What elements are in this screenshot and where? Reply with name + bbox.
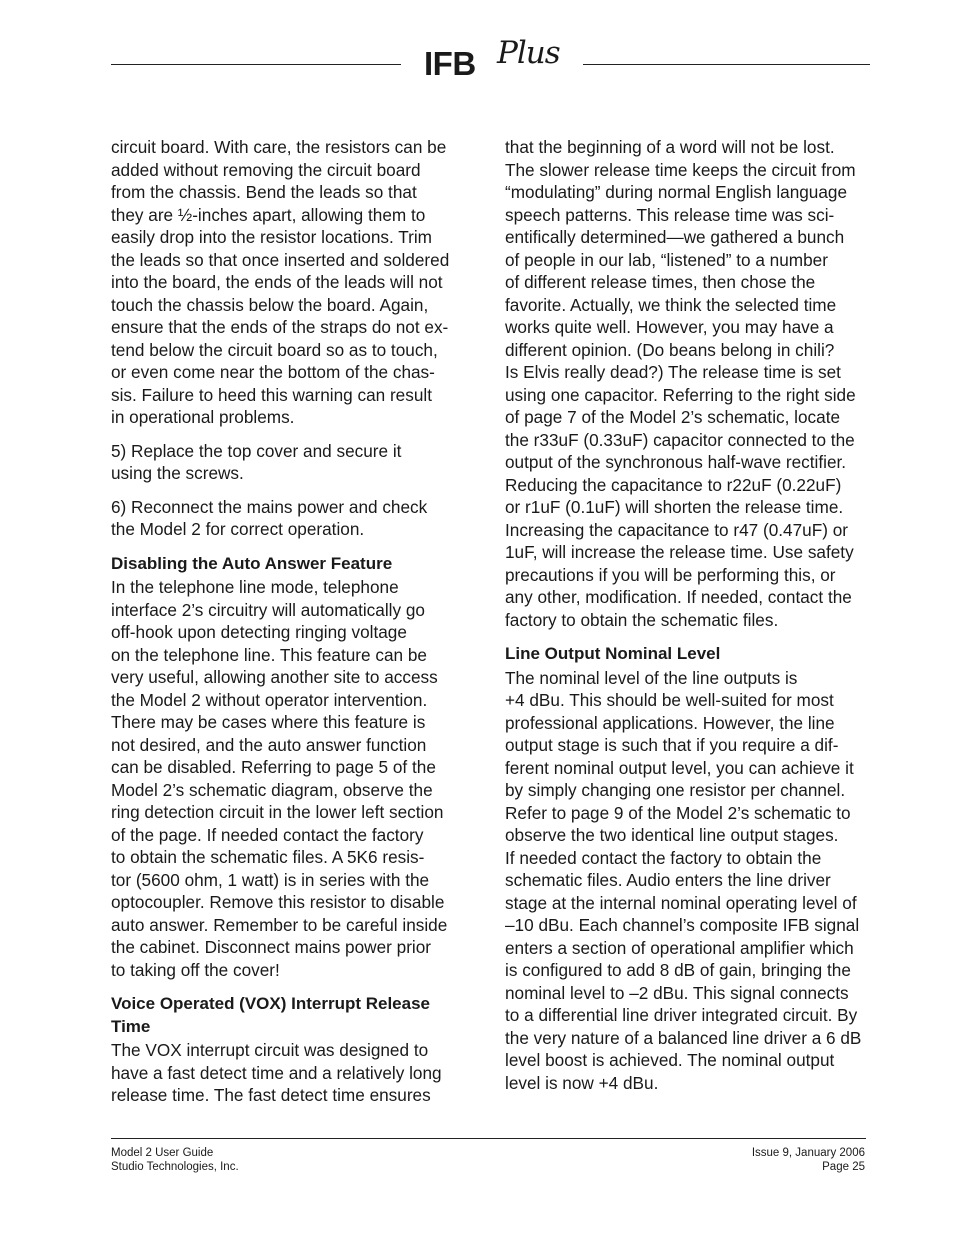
- footer-page-number: Page 25: [822, 1161, 865, 1173]
- footer-company: Studio Technologies, Inc.: [111, 1161, 239, 1173]
- text-line: ensure that the ends of the straps do not ex-: [111, 317, 449, 337]
- header-rule-left: [111, 64, 401, 65]
- text-line: enters a section of operational amplifier which: [505, 937, 854, 958]
- line-output-paragraph: [505, 667, 890, 1095]
- text-line: favorite. Actually, we think the selected time: [505, 294, 837, 315]
- text-line: the leads so that once inserted and soldered: [111, 249, 450, 270]
- text-line: auto answer. Remember to be careful inside: [111, 914, 448, 935]
- footer-rule: [111, 1138, 866, 1139]
- step-5-paragraph: [111, 440, 477, 485]
- text-line: +4 dBu. This should be well-suited for most: [505, 690, 834, 710]
- text-line: in operational problems.: [111, 407, 295, 427]
- footer-guide-title: Model 2 User Guide: [111, 1147, 214, 1159]
- text-line: off-hook upon detecting ringing voltage: [111, 622, 407, 642]
- heading-auto-answer: Disabling the Auto Answer Feature: [111, 553, 393, 573]
- text-line: There may be cases where this feature is: [111, 712, 426, 732]
- text-line: –10 dBu. Each channel’s composite IFB signal: [505, 915, 860, 935]
- text-line: tend below the circuit board so as to touch,: [111, 339, 438, 360]
- text-line: The slower release time keeps the circuit from: [505, 159, 856, 180]
- text-line: The VOX interrupt circuit was designed to: [111, 1040, 429, 1060]
- text-line: level is now +4 dBu.: [505, 1072, 659, 1093]
- text-line: 1uF, will increase the release time. Use safety: [505, 542, 854, 562]
- text-line: Increasing the capacitance to r47 (0.47uF) or: [505, 519, 848, 540]
- text-line: “modulating” during normal English language: [505, 182, 848, 202]
- ifb-plus-logo: [424, 35, 566, 86]
- text-line: touch the chassis below the board. Again,: [111, 294, 429, 315]
- text-line: stage at the internal nominal operating level of: [505, 892, 857, 913]
- text-line: to taking off the cover!: [111, 959, 280, 980]
- text-line: by simply changing one resistor per channel.: [505, 780, 846, 800]
- text-line: ferent nominal output level, you can achieve it: [505, 757, 854, 778]
- text-line: circuit board. With care, the resistors can be: [111, 137, 447, 157]
- step-6-paragraph: [111, 496, 477, 541]
- text-line: the Model 2 without operator intervention.: [111, 689, 428, 710]
- text-line: the cabinet. Disconnect mains power prior: [111, 937, 432, 957]
- text-line: of people in our lab, “listened” to a number: [505, 249, 828, 270]
- text-line: optocoupler. Remove this resistor to disable: [111, 892, 445, 912]
- text-line: The nominal level of the line outputs is: [505, 667, 798, 688]
- text-line: observe the two identical line output stages.: [505, 825, 839, 845]
- text-line: works quite well. However, you may have a: [505, 317, 834, 337]
- text-line: different opinion. (Do beans belong in chili?: [505, 339, 835, 360]
- text-line: speech patterns. This release time was sci-: [505, 204, 835, 225]
- heading-line: Voice Operated (VOX) Interrupt Release: [111, 994, 430, 1013]
- text-line: or r1uF (0.1uF) will shorten the release time.: [505, 497, 844, 517]
- text-line: the Model 2 for correct operation.: [111, 519, 365, 539]
- text-line: that the beginning of a word will not be lost.: [505, 137, 835, 157]
- text-line: the very nature of a balanced line driver a 6 dB: [505, 1027, 862, 1048]
- text-line: precautions if you will be performing this, or: [505, 564, 836, 585]
- text-line: output stage is such that if you require a dif-: [505, 735, 839, 755]
- text-line: level boost is achieved. The nominal output: [505, 1050, 835, 1070]
- text-line: interface 2’s circuitry will automatically go: [111, 599, 425, 620]
- text-line: schematic files. Audio enters the line driver: [505, 870, 831, 890]
- left-column: [111, 136, 477, 1107]
- text-line: very useful, allowing another site to access: [111, 667, 438, 687]
- right-column: [505, 136, 890, 1094]
- text-line: sis. Failure to heed this warning can result: [111, 384, 432, 405]
- text-line: to obtain the schematic files. A 5K6 resis-: [111, 847, 425, 867]
- text-line: tor (5600 ohm, 1 watt) is in series with the: [111, 869, 430, 890]
- text-line: Reducing the capacitance to r22uF (0.22uF): [505, 474, 842, 495]
- text-line: easily drop into the resistor locations. Trim: [111, 227, 432, 247]
- heading-line: Time: [111, 1016, 151, 1036]
- text-line: professional applications. However, the line: [505, 712, 835, 733]
- footer-right: [752, 1146, 865, 1174]
- text-line: Is Elvis really dead?) The release time is set: [505, 362, 841, 382]
- resistor-install-paragraph: [111, 136, 477, 429]
- text-line: Refer to page 9 of the Model 2’s schematic to: [505, 802, 851, 823]
- text-line: factory to obtain the schematic files.: [505, 609, 779, 630]
- logo-ifb-text: IFB: [424, 45, 476, 82]
- text-line: they are ½-inches apart, allowing them to: [111, 204, 426, 225]
- text-line: to a differential line driver integrated circuit. By: [505, 1005, 858, 1025]
- text-line: using the screws.: [111, 463, 244, 483]
- logo-plus-script: Plus: [497, 35, 560, 71]
- header-rule-right: [583, 64, 870, 65]
- text-line: the r33uF (0.33uF) capacitor connected to the: [505, 429, 855, 450]
- text-line: can be disabled. Referring to page 5 of the: [111, 757, 436, 777]
- text-line: In the telephone line mode, telephone: [111, 577, 399, 597]
- text-line: is configured to add 8 dB of gain, bringing the: [505, 960, 851, 980]
- vox-paragraph: [111, 1039, 477, 1107]
- text-line: nominal level to –2 dBu. This signal connects: [505, 982, 849, 1003]
- text-line: entifically determined—we gathered a bunch: [505, 227, 845, 247]
- text-line: on the telephone line. This feature can be: [111, 644, 427, 665]
- text-line: of the page. If needed contact the factory: [111, 824, 424, 845]
- text-line: have a fast detect time and a relatively long: [111, 1062, 442, 1083]
- text-line: of page 7 of the Model 2’s schematic, locate: [505, 407, 841, 427]
- text-line: or even come near the bottom of the chas-: [111, 362, 435, 382]
- text-line: output of the synchronous half-wave rectifier.: [505, 452, 847, 472]
- text-line: not desired, and the auto answer function: [111, 734, 427, 755]
- heading-vox-release: [111, 993, 477, 1038]
- text-line: ring detection circuit in the lower left section: [111, 802, 444, 822]
- text-line: 5) Replace the top cover and secure it: [111, 440, 402, 461]
- text-line: of different release times, then chose the: [505, 272, 816, 292]
- auto-answer-paragraph: [111, 576, 477, 981]
- text-line: If needed contact the factory to obtain the: [505, 847, 822, 868]
- text-line: Model 2’s schematic diagram, observe the: [111, 779, 433, 800]
- text-line: any other, modification. If needed, contact the: [505, 587, 852, 607]
- heading-line-output: Line Output Nominal Level: [505, 644, 721, 663]
- text-line: into the board, the ends of the leads will not: [111, 272, 443, 292]
- text-line: added without removing the circuit board: [111, 159, 421, 180]
- text-line: from the chassis. Bend the leads so that: [111, 182, 417, 202]
- footer-left: [111, 1146, 239, 1174]
- vox-continued-paragraph: [505, 136, 890, 631]
- text-line: using one capacitor. Referring to the right side: [505, 384, 856, 405]
- footer-issue: Issue 9, January 2006: [751, 1147, 865, 1159]
- text-line: release time. The fast detect time ensures: [111, 1085, 431, 1105]
- text-line: 6) Reconnect the mains power and check: [111, 496, 428, 517]
